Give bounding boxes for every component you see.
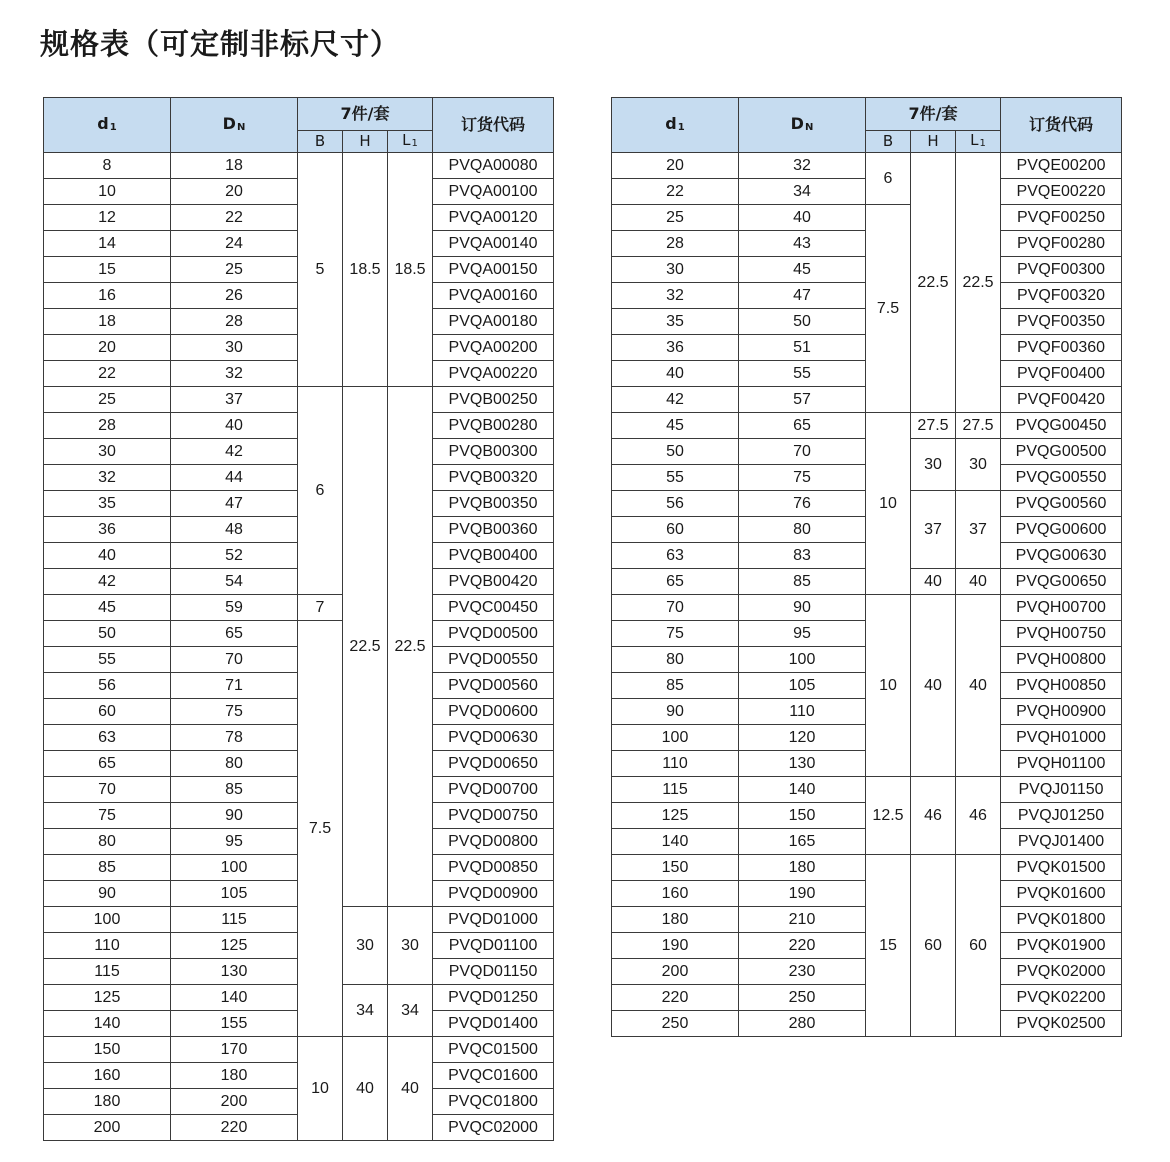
l1-cell: 27.5 — [956, 413, 1001, 439]
d1-cell: 32 — [612, 283, 739, 309]
col-group-header: 7件/套 — [298, 98, 433, 131]
col-dn-header: $D_N$ — [739, 98, 866, 153]
order-code-cell: PVQC02000 — [433, 1115, 554, 1141]
dn-cell: 85 — [171, 777, 298, 803]
order-code-cell: PVQD00550 — [433, 647, 554, 673]
table-row — [612, 777, 1122, 803]
order-code-cell: PVQA00120 — [433, 205, 554, 231]
l1-cell: 22.5 — [956, 153, 1001, 413]
order-code-cell: PVQG00560 — [1001, 491, 1122, 517]
b-cell: 10 — [866, 413, 911, 595]
dn-cell: 230 — [739, 959, 866, 985]
dn-cell: 140 — [171, 985, 298, 1011]
dn-cell: 180 — [171, 1063, 298, 1089]
col-h-header: H — [911, 131, 956, 153]
h-cell: 22.5 — [911, 153, 956, 413]
d1-cell: 8 — [44, 153, 171, 179]
dn-cell: 125 — [171, 933, 298, 959]
d1-cell: 36 — [612, 335, 739, 361]
d1-cell: 22 — [44, 361, 171, 387]
dn-cell: 50 — [739, 309, 866, 335]
d1-cell: 250 — [612, 1011, 739, 1037]
dn-cell: 83 — [739, 543, 866, 569]
order-code-cell: PVQC01500 — [433, 1037, 554, 1063]
order-code-cell: PVQD01250 — [433, 985, 554, 1011]
table-body — [612, 153, 1122, 1037]
l1-cell: 30 — [956, 439, 1001, 491]
d1-cell: 40 — [612, 361, 739, 387]
order-code-cell: PVQA00160 — [433, 283, 554, 309]
dn-cell: 140 — [739, 777, 866, 803]
dn-cell: 220 — [739, 933, 866, 959]
table-header — [44, 98, 554, 153]
d1-cell: 60 — [44, 699, 171, 725]
dn-cell: 150 — [739, 803, 866, 829]
order-code-cell: PVQB00300 — [433, 439, 554, 465]
col-dn-header: $D_N$ — [171, 98, 298, 153]
h-cell: 34 — [343, 985, 388, 1037]
order-code-cell: PVQC01800 — [433, 1089, 554, 1115]
dn-cell: 54 — [171, 569, 298, 595]
order-code-cell: PVQF00250 — [1001, 205, 1122, 231]
d1-cell: 200 — [612, 959, 739, 985]
page-title: 规格表（可定制非标尺寸） — [40, 27, 401, 61]
order-code-cell: PVQB00420 — [433, 569, 554, 595]
dn-cell: 210 — [739, 907, 866, 933]
dn-cell: 70 — [739, 439, 866, 465]
l1-cell: 40 — [388, 1037, 433, 1141]
order-code-cell: PVQK02000 — [1001, 959, 1122, 985]
dn-cell: 18 — [171, 153, 298, 179]
d1-cell: 16 — [44, 283, 171, 309]
order-code-cell: PVQF00300 — [1001, 257, 1122, 283]
order-code-cell: PVQH00700 — [1001, 595, 1122, 621]
dn-cell: 190 — [739, 881, 866, 907]
table-header — [612, 98, 1122, 153]
d1-cell: 35 — [612, 309, 739, 335]
order-code-cell: PVQF00420 — [1001, 387, 1122, 413]
order-code-cell: PVQF00400 — [1001, 361, 1122, 387]
dn-cell: 47 — [171, 491, 298, 517]
dn-cell: 42 — [171, 439, 298, 465]
dn-cell: 105 — [171, 881, 298, 907]
d1-cell: 115 — [612, 777, 739, 803]
spec-table-right — [611, 97, 1122, 1037]
d1-cell: 50 — [612, 439, 739, 465]
d1-cell: 100 — [44, 907, 171, 933]
dn-cell: 130 — [739, 751, 866, 777]
h-cell: 46 — [911, 777, 956, 855]
dn-cell: 90 — [171, 803, 298, 829]
dn-cell: 280 — [739, 1011, 866, 1037]
order-code-cell: PVQG00650 — [1001, 569, 1122, 595]
order-code-cell: PVQD01000 — [433, 907, 554, 933]
b-cell: 6 — [866, 153, 911, 205]
d1-cell: 200 — [44, 1115, 171, 1141]
dn-cell: 155 — [171, 1011, 298, 1037]
order-code-cell: PVQD00600 — [433, 699, 554, 725]
order-code-cell: PVQA00080 — [433, 153, 554, 179]
order-code-cell: PVQB00250 — [433, 387, 554, 413]
col-code-header: 订货代码 — [433, 98, 554, 153]
b-cell: 7.5 — [298, 621, 343, 1037]
h-cell: 30 — [343, 907, 388, 985]
col-d1-header: $d_1$ — [612, 98, 739, 153]
table-row — [612, 205, 1122, 231]
col-h-header: H — [343, 131, 388, 153]
order-code-cell: PVQD00750 — [433, 803, 554, 829]
order-code-cell: PVQJ01400 — [1001, 829, 1122, 855]
d1-cell: 140 — [44, 1011, 171, 1037]
d1-cell: 55 — [44, 647, 171, 673]
dn-cell: 57 — [739, 387, 866, 413]
order-code-cell: PVQB00350 — [433, 491, 554, 517]
b-cell: 10 — [866, 595, 911, 777]
order-code-cell: PVQG00500 — [1001, 439, 1122, 465]
b-cell: 10 — [298, 1037, 343, 1141]
d1-cell: 10 — [44, 179, 171, 205]
d1-cell: 85 — [612, 673, 739, 699]
d1-cell: 160 — [44, 1063, 171, 1089]
l1-cell: 22.5 — [388, 387, 433, 907]
dn-cell: 70 — [171, 647, 298, 673]
l1-cell: 40 — [956, 595, 1001, 777]
dn-cell: 95 — [739, 621, 866, 647]
d1-cell: 20 — [44, 335, 171, 361]
h-cell: 40 — [343, 1037, 388, 1141]
d1-cell: 125 — [612, 803, 739, 829]
d1-cell: 140 — [612, 829, 739, 855]
order-code-cell: PVQF00360 — [1001, 335, 1122, 361]
h-cell: 40 — [911, 569, 956, 595]
order-code-cell: PVQH00900 — [1001, 699, 1122, 725]
dn-cell: 76 — [739, 491, 866, 517]
dn-cell: 34 — [739, 179, 866, 205]
dn-cell: 52 — [171, 543, 298, 569]
col-l1-header: $L_1$ — [388, 131, 433, 153]
order-code-cell: PVQD00900 — [433, 881, 554, 907]
d1-cell: 45 — [612, 413, 739, 439]
order-code-cell: PVQD01150 — [433, 959, 554, 985]
d1-cell: 45 — [44, 595, 171, 621]
d1-cell: 15 — [44, 257, 171, 283]
order-code-cell: PVQC01600 — [433, 1063, 554, 1089]
d1-cell: 42 — [612, 387, 739, 413]
col-b-header: B — [866, 131, 911, 153]
dn-cell: 105 — [739, 673, 866, 699]
d1-cell: 30 — [44, 439, 171, 465]
order-code-cell: PVQC00450 — [433, 595, 554, 621]
dn-cell: 45 — [739, 257, 866, 283]
table-row — [44, 595, 554, 621]
d1-cell: 75 — [612, 621, 739, 647]
h-cell: 22.5 — [343, 387, 388, 907]
b-cell: 7.5 — [866, 205, 911, 413]
order-code-cell: PVQD00800 — [433, 829, 554, 855]
l1-cell: 18.5 — [388, 153, 433, 387]
d1-cell: 90 — [44, 881, 171, 907]
dn-cell: 95 — [171, 829, 298, 855]
dn-cell: 24 — [171, 231, 298, 257]
dn-cell: 71 — [171, 673, 298, 699]
h-cell: 30 — [911, 439, 956, 491]
dn-cell: 40 — [739, 205, 866, 231]
order-code-cell: PVQK01500 — [1001, 855, 1122, 881]
d1-cell: 36 — [44, 517, 171, 543]
b-cell: 6 — [298, 387, 343, 595]
table-row — [612, 855, 1122, 881]
dn-cell: 85 — [739, 569, 866, 595]
dn-cell: 55 — [739, 361, 866, 387]
dn-cell: 90 — [739, 595, 866, 621]
order-code-cell: PVQJ01150 — [1001, 777, 1122, 803]
order-code-cell: PVQB00360 — [433, 517, 554, 543]
d1-cell: 75 — [44, 803, 171, 829]
dn-cell: 65 — [171, 621, 298, 647]
dn-cell: 20 — [171, 179, 298, 205]
b-cell: 5 — [298, 153, 343, 387]
b-cell: 7 — [298, 595, 343, 621]
l1-cell: 37 — [956, 491, 1001, 569]
dn-cell: 32 — [171, 361, 298, 387]
d1-cell: 56 — [612, 491, 739, 517]
order-code-cell: PVQE00220 — [1001, 179, 1122, 205]
dn-cell: 75 — [171, 699, 298, 725]
dn-cell: 43 — [739, 231, 866, 257]
table-row — [44, 387, 554, 413]
dn-cell: 37 — [171, 387, 298, 413]
d1-cell: 110 — [612, 751, 739, 777]
order-code-cell: PVQG00550 — [1001, 465, 1122, 491]
d1-cell: 50 — [44, 621, 171, 647]
col-b-header: B — [298, 131, 343, 153]
order-code-cell: PVQA00150 — [433, 257, 554, 283]
d1-cell: 56 — [44, 673, 171, 699]
d1-cell: 42 — [44, 569, 171, 595]
order-code-cell: PVQA00180 — [433, 309, 554, 335]
table-row — [44, 153, 554, 179]
order-code-cell: PVQD00850 — [433, 855, 554, 881]
d1-cell: 32 — [44, 465, 171, 491]
l1-cell: 60 — [956, 855, 1001, 1037]
dn-cell: 115 — [171, 907, 298, 933]
col-code-header: 订货代码 — [1001, 98, 1122, 153]
d1-cell: 35 — [44, 491, 171, 517]
dn-cell: 220 — [171, 1115, 298, 1141]
d1-cell: 28 — [612, 231, 739, 257]
order-code-cell: PVQF00320 — [1001, 283, 1122, 309]
d1-cell: 110 — [44, 933, 171, 959]
order-code-cell: PVQA00100 — [433, 179, 554, 205]
d1-cell: 180 — [612, 907, 739, 933]
d1-cell: 63 — [44, 725, 171, 751]
order-code-cell: PVQK01600 — [1001, 881, 1122, 907]
dn-cell: 180 — [739, 855, 866, 881]
order-code-cell: PVQK02200 — [1001, 985, 1122, 1011]
h-cell: 18.5 — [343, 153, 388, 387]
order-code-cell: PVQH00850 — [1001, 673, 1122, 699]
h-cell: 40 — [911, 595, 956, 777]
dn-cell: 80 — [171, 751, 298, 777]
d1-cell: 65 — [612, 569, 739, 595]
h-cell: 27.5 — [911, 413, 956, 439]
d1-cell: 150 — [44, 1037, 171, 1063]
d1-cell: 28 — [44, 413, 171, 439]
d1-cell: 115 — [44, 959, 171, 985]
order-code-cell: PVQH00750 — [1001, 621, 1122, 647]
order-code-cell: PVQA00140 — [433, 231, 554, 257]
dn-cell: 100 — [171, 855, 298, 881]
dn-cell: 44 — [171, 465, 298, 491]
order-code-cell: PVQH01000 — [1001, 725, 1122, 751]
d1-cell: 60 — [612, 517, 739, 543]
h-cell: 37 — [911, 491, 956, 569]
dn-cell: 78 — [171, 725, 298, 751]
dn-cell: 120 — [739, 725, 866, 751]
d1-cell: 70 — [44, 777, 171, 803]
d1-cell: 100 — [612, 725, 739, 751]
dn-cell: 75 — [739, 465, 866, 491]
b-cell: 15 — [866, 855, 911, 1037]
spec-table-left — [43, 97, 554, 1141]
l1-cell: 46 — [956, 777, 1001, 855]
col-d1-header: $d_1$ — [44, 98, 171, 153]
d1-cell: 180 — [44, 1089, 171, 1115]
d1-cell: 14 — [44, 231, 171, 257]
d1-cell: 90 — [612, 699, 739, 725]
order-code-cell: PVQG00600 — [1001, 517, 1122, 543]
order-code-cell: PVQD00650 — [433, 751, 554, 777]
dn-cell: 80 — [739, 517, 866, 543]
d1-cell: 65 — [44, 751, 171, 777]
dn-cell: 165 — [739, 829, 866, 855]
dn-cell: 28 — [171, 309, 298, 335]
d1-cell: 12 — [44, 205, 171, 231]
col-l1-header: $L_1$ — [956, 131, 1001, 153]
order-code-cell: PVQJ01250 — [1001, 803, 1122, 829]
col-group-header: 7件/套 — [866, 98, 1001, 131]
order-code-cell: PVQB00280 — [433, 413, 554, 439]
order-code-cell: PVQF00350 — [1001, 309, 1122, 335]
table-row — [44, 1037, 554, 1063]
d1-cell: 85 — [44, 855, 171, 881]
order-code-cell: PVQK01800 — [1001, 907, 1122, 933]
d1-cell: 160 — [612, 881, 739, 907]
order-code-cell: PVQH00800 — [1001, 647, 1122, 673]
table-row — [612, 153, 1122, 179]
dn-cell: 59 — [171, 595, 298, 621]
order-code-cell: PVQD01100 — [433, 933, 554, 959]
d1-cell: 30 — [612, 257, 739, 283]
order-code-cell: PVQD00630 — [433, 725, 554, 751]
d1-cell: 25 — [44, 387, 171, 413]
dn-cell: 110 — [739, 699, 866, 725]
order-code-cell: PVQF00280 — [1001, 231, 1122, 257]
order-code-cell: PVQB00400 — [433, 543, 554, 569]
table-row — [612, 595, 1122, 621]
table-row — [44, 621, 554, 647]
d1-cell: 125 — [44, 985, 171, 1011]
dn-cell: 250 — [739, 985, 866, 1011]
d1-cell: 40 — [44, 543, 171, 569]
dn-cell: 25 — [171, 257, 298, 283]
d1-cell: 150 — [612, 855, 739, 881]
dn-cell: 65 — [739, 413, 866, 439]
dn-cell: 22 — [171, 205, 298, 231]
b-cell: 12.5 — [866, 777, 911, 855]
order-code-cell: PVQD01400 — [433, 1011, 554, 1037]
order-code-cell: PVQB00320 — [433, 465, 554, 491]
dn-cell: 30 — [171, 335, 298, 361]
dn-cell: 130 — [171, 959, 298, 985]
d1-cell: 18 — [44, 309, 171, 335]
l1-cell: 40 — [956, 569, 1001, 595]
table-body — [44, 153, 554, 1141]
d1-cell: 22 — [612, 179, 739, 205]
dn-cell: 51 — [739, 335, 866, 361]
order-code-cell: PVQA00220 — [433, 361, 554, 387]
l1-cell: 34 — [388, 985, 433, 1037]
order-code-cell: PVQA00200 — [433, 335, 554, 361]
order-code-cell: PVQG00450 — [1001, 413, 1122, 439]
d1-cell: 63 — [612, 543, 739, 569]
dn-cell: 40 — [171, 413, 298, 439]
d1-cell: 70 — [612, 595, 739, 621]
dn-cell: 47 — [739, 283, 866, 309]
order-code-cell: PVQK01900 — [1001, 933, 1122, 959]
order-code-cell: PVQH01100 — [1001, 751, 1122, 777]
order-code-cell: PVQD00700 — [433, 777, 554, 803]
dn-cell: 32 — [739, 153, 866, 179]
dn-cell: 48 — [171, 517, 298, 543]
order-code-cell: PVQD00500 — [433, 621, 554, 647]
order-code-cell: PVQE00200 — [1001, 153, 1122, 179]
table-row — [612, 413, 1122, 439]
h-cell: 60 — [911, 855, 956, 1037]
d1-cell: 80 — [44, 829, 171, 855]
l1-cell: 30 — [388, 907, 433, 985]
d1-cell: 220 — [612, 985, 739, 1011]
dn-cell: 26 — [171, 283, 298, 309]
d1-cell: 25 — [612, 205, 739, 231]
order-code-cell: PVQG00630 — [1001, 543, 1122, 569]
d1-cell: 80 — [612, 647, 739, 673]
d1-cell: 20 — [612, 153, 739, 179]
d1-cell: 190 — [612, 933, 739, 959]
dn-cell: 100 — [739, 647, 866, 673]
order-code-cell: PVQK02500 — [1001, 1011, 1122, 1037]
order-code-cell: PVQD00560 — [433, 673, 554, 699]
dn-cell: 170 — [171, 1037, 298, 1063]
dn-cell: 200 — [171, 1089, 298, 1115]
d1-cell: 55 — [612, 465, 739, 491]
